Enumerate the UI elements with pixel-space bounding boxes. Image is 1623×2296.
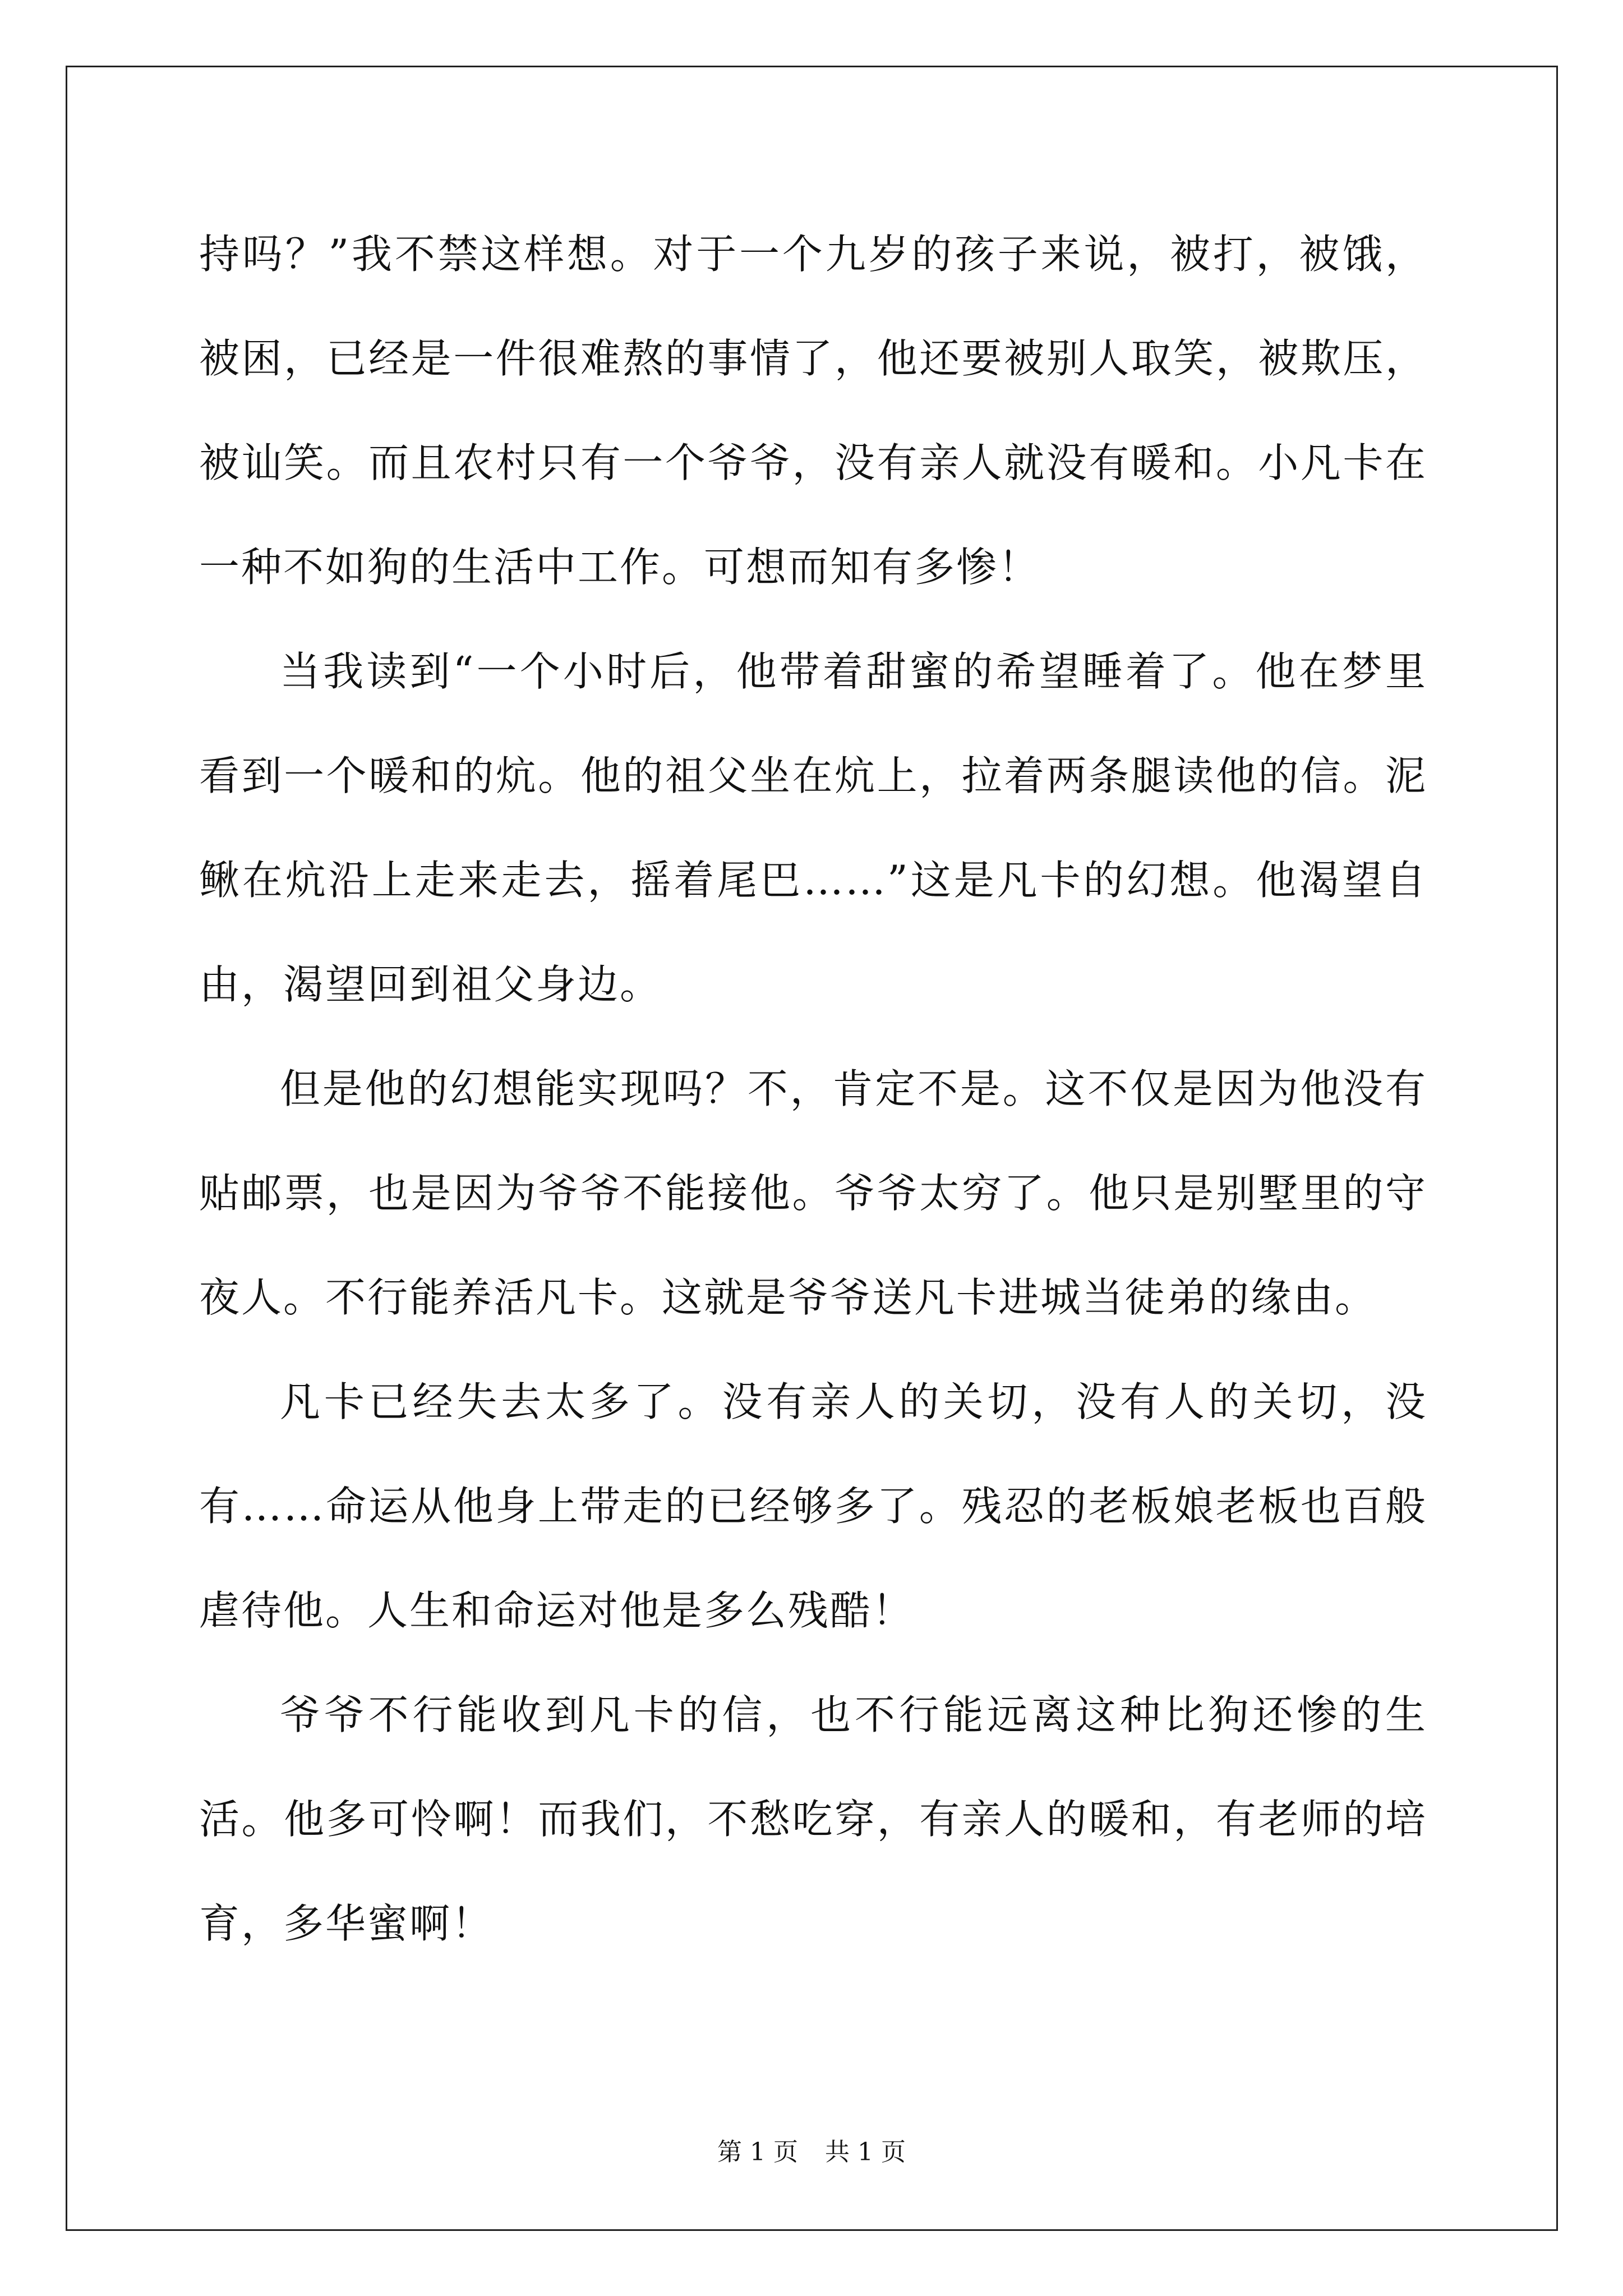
document-body bbox=[199, 202, 1427, 1976]
paragraph-5: 爷爷不行能收到凡卡的信，也不行能远离这种比狗还惨的生活。他多可怜啊！而我们，不愁吃穿，有亲人的暖和，有老师的培育，多华蜜啊！ bbox=[199, 1691, 1427, 1947]
paragraph-3: 但是他的幻想能实现吗？不，肯定不是。这不仅是因为他没有贴邮票，也是因为爷爷不能接他。爷爷太穷了。他只是别墅里的守夜人。不行能养活凡卡。这就是爷爷送凡卡进城当徒弟的缘由。 bbox=[199, 1065, 1427, 1321]
page-number: 第 1 页 bbox=[717, 2138, 798, 2166]
page-total: 共 1 页 bbox=[825, 2138, 906, 2166]
paragraph-1: 持吗？”我不禁这样想。对于一个九岁的孩子来说，被打，被饿，被困，已经是一件很难熬的事情了，他还要被别人取笑，被欺压，被讪笑。而且农村只有一个爷爷，没有亲人就没有暖和。小凡卡在一种不如狗的生活中工作。可想而知有多惨！ bbox=[199, 231, 1427, 591]
paragraph-4: 凡卡已经失去太多了。没有亲人的关切，没有人的关切，没有……命运从他身上带走的已经够多了。残忍的老板娘老板也百般虐待他。人生和命运对他是多么残酷！ bbox=[199, 1378, 1427, 1634]
page-footer bbox=[0, 2136, 1623, 2169]
paragraph-2: 当我读到“一个小时后，他带着甜蜜的希望睡着了。他在梦里看到一个暖和的炕。他的祖父坐在炕上，拉着两条腿读他的信。泥鳅在炕沿上走来走去，摇着尾巴……”这是凡卡的幻想。他渴望自由，渴望回到祖父身边。 bbox=[199, 648, 1427, 1008]
